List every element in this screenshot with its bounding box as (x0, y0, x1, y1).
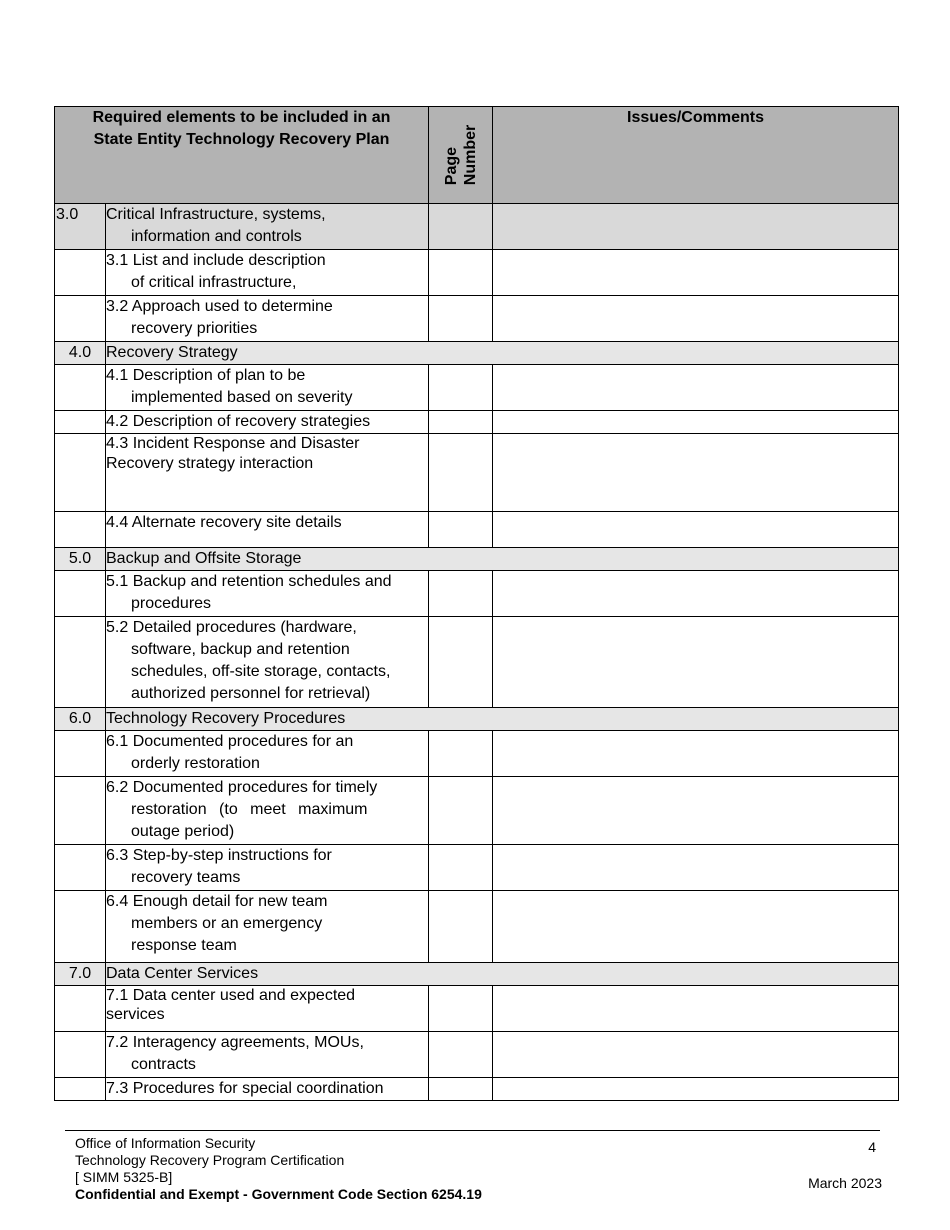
footer-program: Technology Recovery Program Certification (75, 1152, 345, 1168)
section-number: 3.0 (55, 204, 106, 250)
item-text: 4.2 Description of recovery strategies (106, 411, 429, 434)
section-number: 4.0 (55, 342, 106, 365)
table-row (55, 845, 899, 891)
section-row (55, 548, 899, 571)
section-row (55, 204, 899, 250)
footer-divider (65, 1130, 880, 1131)
table-row (55, 1078, 899, 1101)
item-text: 6.2 Documented procedures for timely restoration (to meet maximum outage period) (106, 777, 429, 845)
section-number: 7.0 (55, 963, 106, 986)
item-text: 7.2 Interagency agreements, MOUs, contracts (106, 1032, 429, 1078)
checklist-table (54, 106, 899, 1101)
footer-date: March 2023 (808, 1175, 882, 1191)
table-row (55, 986, 899, 1032)
item-text: 4.4 Alternate recovery site details (106, 512, 429, 548)
footer-simm: [ SIMM 5325-B] (75, 1169, 173, 1185)
footer-confidential: Confidential and Exempt - Government Code Section 6254.19 (75, 1186, 482, 1202)
table-row (55, 512, 899, 548)
table-header-row (55, 107, 899, 204)
table-row (55, 296, 899, 342)
section-row (55, 963, 899, 986)
page-number: 4 (868, 1139, 876, 1155)
page-number-cell[interactable] (429, 1078, 493, 1101)
section-title: Data Center Services (106, 963, 899, 986)
page-number-cell[interactable] (429, 204, 493, 250)
table-row (55, 731, 899, 777)
page-number-cell[interactable] (429, 986, 493, 1032)
page-number-cell[interactable] (429, 571, 493, 617)
item-text: 3.1 List and include description of critical infrastructure, (106, 250, 429, 296)
page-number-cell[interactable] (429, 1032, 493, 1078)
comments-cell[interactable] (493, 845, 899, 891)
table-row (55, 777, 899, 845)
section-title: Backup and Offsite Storage (106, 548, 899, 571)
page-number-cell[interactable] (429, 777, 493, 845)
page-number-cell[interactable] (429, 365, 493, 411)
comments-cell[interactable] (493, 204, 899, 250)
comments-cell[interactable] (493, 411, 899, 434)
page-number-header: Page Number (429, 107, 493, 204)
page-number-cell[interactable] (429, 891, 493, 963)
required-elements-header: Required elements to be included in an State Entity Technology Recovery Plan (55, 107, 429, 204)
table-row (55, 365, 899, 411)
comments-cell[interactable] (493, 512, 899, 548)
comments-cell[interactable] (493, 617, 899, 708)
page-number-cell[interactable] (429, 434, 493, 512)
item-text: 6.1 Documented procedures for an orderly restoration (106, 731, 429, 777)
page-number-cell[interactable] (429, 411, 493, 434)
comments-cell[interactable] (493, 434, 899, 512)
footer-office: Office of Information Security (75, 1135, 256, 1151)
comments-cell[interactable] (493, 1032, 899, 1078)
table-row (55, 571, 899, 617)
section-row (55, 708, 899, 731)
item-text: 3.2 Approach used to determine recovery priorities (106, 296, 429, 342)
item-text: 4.3 Incident Response and Disaster Recovery strategy interaction (106, 434, 429, 512)
item-text: 6.4 Enough detail for new team members or an emergency response team (106, 891, 429, 963)
page-number-cell[interactable] (429, 296, 493, 342)
table-row (55, 411, 899, 434)
comments-cell[interactable] (493, 296, 899, 342)
item-text: 4.1 Description of plan to be implemented based on severity (106, 365, 429, 411)
comments-cell[interactable] (493, 777, 899, 845)
comments-cell[interactable] (493, 365, 899, 411)
table-row (55, 617, 899, 708)
page-number-cell[interactable] (429, 845, 493, 891)
footer-info (75, 1135, 482, 1203)
comments-cell[interactable] (493, 571, 899, 617)
comments-cell[interactable] (493, 1078, 899, 1101)
table-row (55, 1032, 899, 1078)
section-number: 6.0 (55, 708, 106, 731)
item-text: 7.1 Data center used and expected services (106, 986, 429, 1032)
page-number-cell[interactable] (429, 617, 493, 708)
section-title: Recovery Strategy (106, 342, 899, 365)
page-number-cell[interactable] (429, 512, 493, 548)
table-row (55, 434, 899, 512)
comments-cell[interactable] (493, 986, 899, 1032)
comments-cell[interactable] (493, 731, 899, 777)
comments-cell[interactable] (493, 891, 899, 963)
page-number-cell[interactable] (429, 250, 493, 296)
page-number-cell[interactable] (429, 731, 493, 777)
section-title: Critical Infrastructure, systems, information and controls (106, 204, 429, 250)
section-number: 5.0 (55, 548, 106, 571)
section-title: Technology Recovery Procedures (106, 708, 899, 731)
issues-comments-header: Issues/Comments (493, 107, 899, 204)
section-row (55, 342, 899, 365)
table-row (55, 250, 899, 296)
item-text: 5.1 Backup and retention schedules and procedures (106, 571, 429, 617)
item-text: 6.3 Step-by-step instructions for recovery teams (106, 845, 429, 891)
comments-cell[interactable] (493, 250, 899, 296)
item-text: 5.2 Detailed procedures (hardware, software, backup and retention schedules, off-site storage, contacts, authorized personnel for retrieval) (106, 617, 429, 708)
item-text: 7.3 Procedures for special coordination (106, 1078, 429, 1101)
table-row (55, 891, 899, 963)
